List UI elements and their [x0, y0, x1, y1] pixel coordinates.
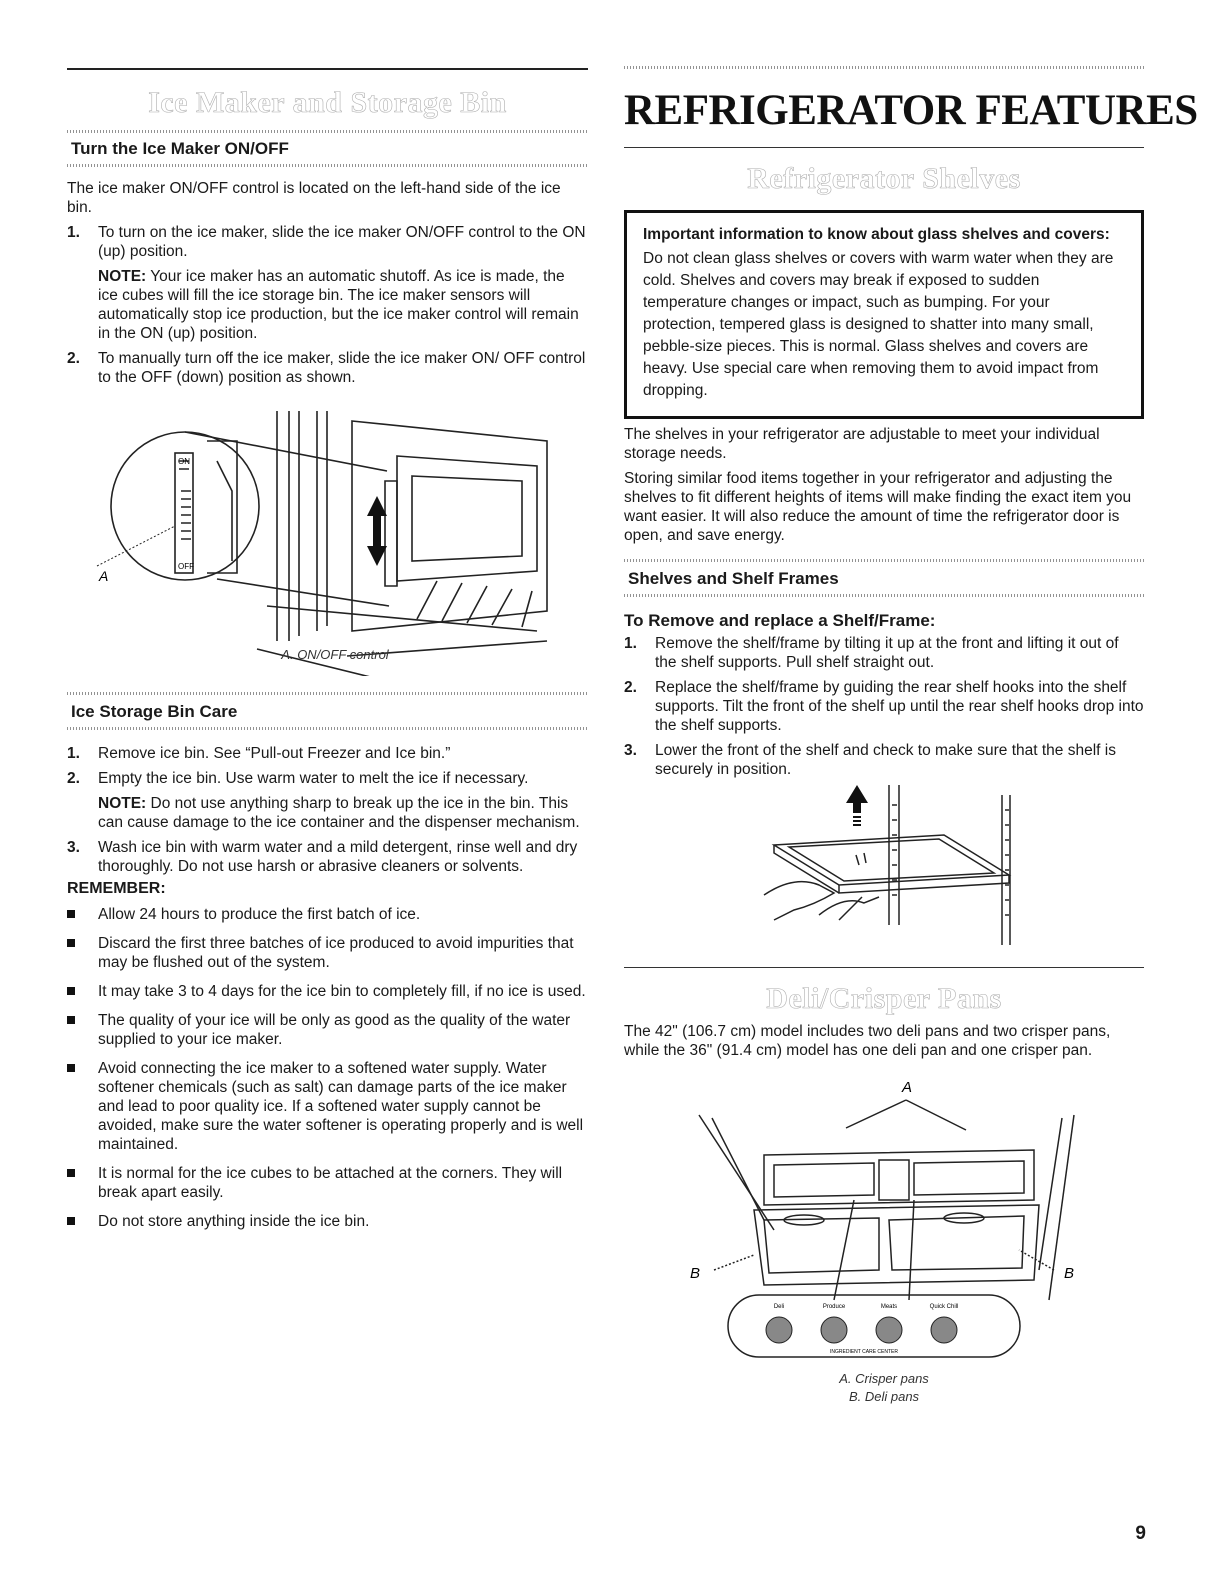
shelves-section-title: Refrigerator Shelves	[747, 162, 1021, 195]
on-label: ON	[178, 457, 190, 466]
list-item: Avoid connecting the ice maker to a softened water supply. Water softener chemicals (such as salt) can damage parts of the ice maker and lead to poor quality ice. If a softened water supply cannot be avoided, make sure the water softener is operating properly and is well maintained.	[67, 1059, 588, 1154]
page-title: REFRIGERATOR FEATURES	[624, 87, 1198, 134]
list-item: 3. Wash ice bin with warm water and a mild detergent, rinse well and dry thoroughly. Do not use harsh or abrasive cleaners or solvents.	[67, 839, 578, 875]
list-item: The quality of your ice will be only as good as the quality of the water supplied to your ice maker.	[67, 1011, 588, 1049]
shelf-frames-heading: Shelves and Shelf Frames	[628, 569, 839, 588]
turn-steps	[67, 223, 588, 387]
figure-caption-a: A. Crisper pans	[839, 1371, 929, 1386]
panel-label: Deli	[773, 1304, 785, 1310]
ice-bin-care-heading: Ice Storage Bin Care	[71, 702, 238, 721]
deli-crisper-pans-illustration	[624, 1070, 1144, 1366]
note: NOTE: Do not use anything sharp to break up the ice in the bin. This can cause damage to the ice container and the dispenser mechanism.	[98, 795, 580, 831]
figure-caption-b: B. Deli pans	[848, 1389, 920, 1404]
list-item: 1. Remove the shelf/frame by tilting it up at the front and lifting it out of the shelf supports. Pull shelf straight out.	[624, 635, 1119, 671]
callout-b-right: B	[1064, 1265, 1075, 1282]
list-item: 2. Empty the ice bin. Use warm water to melt the ice if necessary. NOTE: Do not use anything sharp to break up the ice in the bin. This can cause damage to the ice container and the dispenser mechanism.	[67, 769, 588, 832]
divider	[67, 164, 588, 167]
shelf-removal-illustration	[624, 785, 1144, 945]
ice-maker-control-illustration	[67, 401, 588, 676]
top-rule	[67, 68, 588, 70]
callout-a: A	[902, 1079, 913, 1096]
shelves-paragraph: Storing similar food items together in your refrigerator and adjusting the shelves to fit different heights of items will make finding the exact item you want easier. It will also reduce the amount of time the refrigerator door is open, and save energy.	[624, 470, 1132, 544]
remove-steps	[624, 634, 1144, 779]
remember-heading: REMEMBER:	[67, 880, 166, 897]
divider	[67, 692, 588, 695]
panel-label: Meats	[880, 1304, 898, 1310]
divider	[624, 967, 1144, 968]
list-item: 3. Lower the front of the shelf and check to make sure that the shelf is securely in position.	[624, 742, 1116, 778]
note: NOTE: Your ice maker has an automatic shutoff. As ice is made, the ice cubes will fill the ice storage bin. The ice maker sensors will automatically stop ice production, but the ice maker control will remain in the ON (up) position.	[98, 268, 579, 342]
remember-list	[67, 905, 588, 1231]
off-label: OFF	[178, 562, 194, 571]
panel-label: Produce	[822, 1304, 846, 1310]
list-item: 1. Remove ice bin. See “Pull-out Freezer and Ice bin.”	[67, 745, 451, 762]
care-steps	[67, 744, 588, 876]
list-item: Do not store anything inside the ice bin.	[67, 1212, 588, 1231]
list-item: 2. Replace the shelf/frame by guiding the rear shelf hooks into the shelf supports. Tilt the front of the shelf up until the rear shelf hooks drop into the shelf supports.	[624, 679, 1144, 734]
left-column	[67, 0, 588, 1241]
warning-text: Do not clean glass shelves or covers with warm water when they are cold. Shelves and covers may break if exposed to sudden temperature changes or impact, such as bumping. For your protection, tempered glass is designed to shatter into many small, pebble-size pieces. This is normal. Glass shelves and covers are heavy. Use special care when removing them to avoid impact from dropping.	[643, 250, 1114, 399]
list-item: Discard the first three batches of ice produced to avoid impurities that may be flushed out of the system.	[67, 934, 588, 972]
right-column	[624, 0, 1198, 1406]
list-item: Allow 24 hours to produce the first batch of ice.	[67, 905, 588, 924]
ice-maker-section-title: Ice Maker and Storage Bin	[148, 86, 507, 119]
turn-ice-maker-heading: Turn the Ice Maker ON/OFF	[71, 139, 289, 158]
callout-a: A	[99, 568, 109, 584]
callout-b-left: B	[690, 1265, 701, 1282]
remove-replace-heading: To Remove and replace a Shelf/Frame:	[624, 611, 936, 630]
list-item: 2. To manually turn off the ice maker, slide the ice maker ON/ OFF control to the OFF (down) position as shown.	[67, 350, 586, 386]
divider	[67, 130, 588, 133]
list-item: 1. To turn on the ice maker, slide the ice maker ON/OFF control to the ON (up) position. NOTE: Your ice maker has an automatic shutoff. As ice is made, the ice cubes will fill the ice storage bin. The ice maker sensors will automatically stop ice production, but the ice maker control will remain in the ON (up) position.	[67, 223, 588, 343]
list-item: It may take 3 to 4 days for the ice bin to completely fill, if no ice is used.	[67, 982, 588, 1001]
deli-crisper-text: The 42" (106.7 cm) model includes two deli pans and two crisper pans, while the 36" (91.4 cm) model has one deli pan and one crisper pan.	[624, 1023, 1111, 1059]
divider	[67, 727, 588, 730]
page-number: 9	[1135, 1523, 1146, 1544]
divider	[624, 147, 1144, 148]
divider	[624, 559, 1144, 562]
warning-heading: Important information to know about glass shelves and covers:	[643, 226, 1110, 243]
panel-footer: INGREDIENT CARE CENTER	[830, 1349, 898, 1355]
figure-caption: A. ON/OFF control	[281, 647, 389, 662]
deli-crisper-section-title: Deli/Crisper Pans	[766, 982, 1002, 1015]
panel-label: Quick Chill	[929, 1304, 959, 1310]
divider	[624, 594, 1144, 597]
glass-shelves-warning-box	[624, 210, 1144, 419]
turn-intro: The ice maker ON/OFF control is located on the left-hand side of the ice bin.	[67, 180, 561, 216]
list-item: It is normal for the ice cubes to be attached at the corners. They will break apart easily.	[67, 1164, 588, 1202]
top-rule	[624, 66, 1144, 69]
shelves-paragraph: The shelves in your refrigerator are adjustable to meet your individual storage needs.	[624, 426, 1100, 462]
